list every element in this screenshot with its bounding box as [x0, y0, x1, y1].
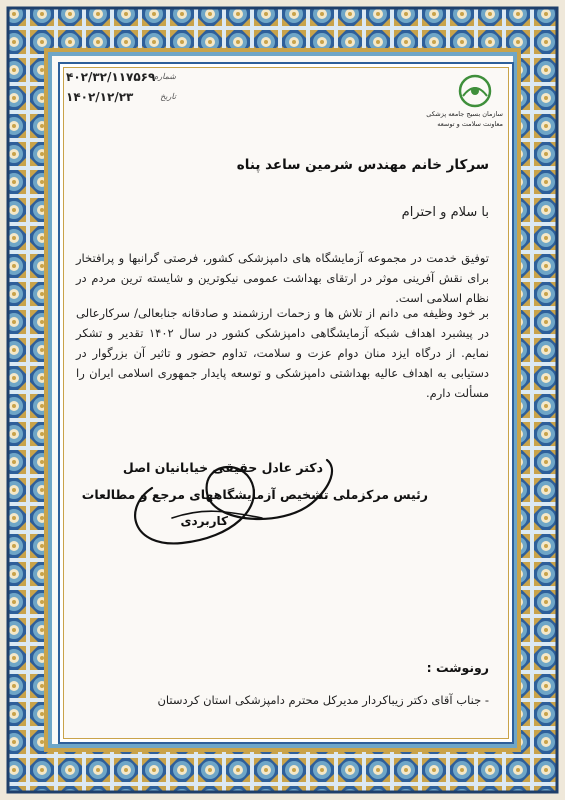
signer-title-line1: رئیس مرکزملی تشخیص آزمایشگاههای مرجع و مطالعات: [81, 487, 428, 502]
date-label: تاریخ: [160, 92, 176, 101]
letter-date: ۱۴۰۲/۱۲/۲۳: [66, 90, 134, 104]
logo-text-line1: سازمان بسیج جامعه پزشکی: [426, 110, 503, 118]
letter-date-row: [66, 90, 176, 110]
organization-logo-icon: [455, 74, 495, 108]
greeting: با سلام و احترام: [401, 205, 489, 220]
addressee: سرکار خانم مهندس شرمین ساعد پناه: [236, 157, 489, 173]
cc-item: - جناب آقای دکتر زیباکردار مدیرکل محترم دامپزشکی استان کردستان: [157, 693, 489, 707]
paragraph-1: توفیق خدمت در مجموعه آزمایشگاه های دامپزشکی کشور، فرصتی گرانبها و پرافتخار برای نقش آفرینی موثر در ارتقای بهداشت عمومی نیکوترین و شایسته ترین مردم در نظام اسلامی است.: [76, 251, 489, 305]
signer-name: دکتر عادل حقیقی خیابانیان اصل: [122, 460, 323, 475]
signature-block: [68, 454, 428, 554]
cc-label: رونوشت :: [426, 660, 489, 675]
letter-number-row: [66, 70, 176, 90]
organization-logo: [426, 74, 505, 134]
number-label: شماره: [154, 72, 176, 81]
letter-meta: [66, 70, 176, 110]
logo-text-line2: معاونت سلامت و توسعه: [437, 120, 503, 128]
letter-number: ۴۰۲/۳۲/۱۱۷۵۶۹: [66, 70, 156, 84]
paragraph-2: بر خود وظیفه می دانم از تلاش ها و زحمات ارزشمند و صادقانه جنابعالی/ سرکارعالی در پیشبرد اهداف شبکه آزمایشگاهی دامپزشکی کشور در سال ۱۴۰۲ تقدیر و تشکر نمایم. از درگاه ایزد منان دوام عزت و سلامت، تداوم حضور و تاثیر آن بزرگوار در دستیابی به اهداف عالیه بهداشتی دامپزشکی و توسعه پایدار جمهوری اسلامی ایران را مسألت دارم.: [76, 306, 489, 400]
signer-title-line2: کاربردی: [180, 514, 228, 528]
